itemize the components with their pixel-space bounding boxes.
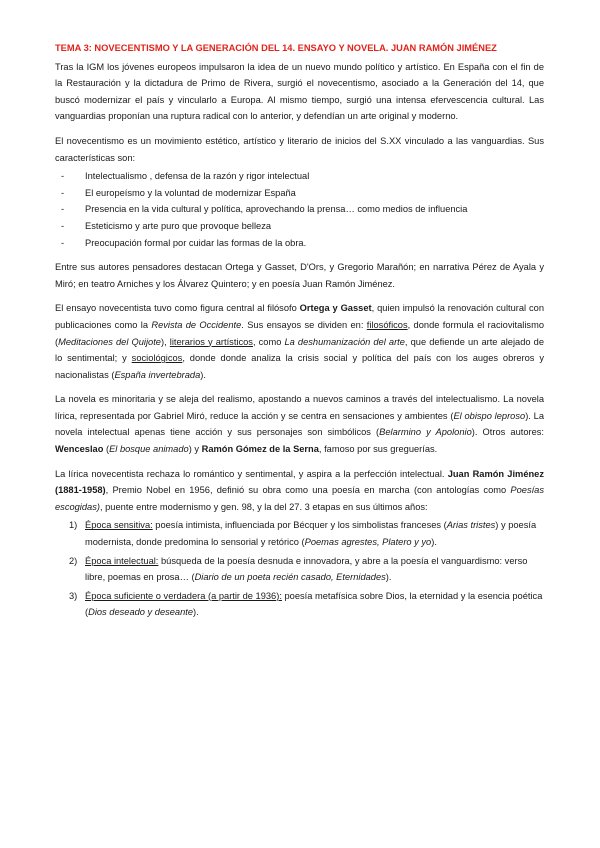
definition-paragraph: El novecentismo es un movimiento estético, artístico y literario de inicios del S.XX vinculado a las vanguardias. Sus características son: bbox=[55, 135, 544, 163]
novel-paragraph: La novela es minoritaria y se aleja del realismo, apostando a nuevos caminos a través del intelectualismo. La novela lírica, representada por Gabriel Miró, reduce la acción y se centra en sensaciones y ambientes (El obispo leproso). La novela intelectual apenas tiene acción y sus personajes son simbólicos (Belarmino y Apolonio). Otros autores: Wenceslao (El bosque animado) y Ramón Gómez de la Serna, famoso por sus greguerías. bbox=[55, 394, 544, 455]
work-title: Revista de Occidente bbox=[151, 319, 242, 330]
list-item: 3) Época suficiente o verdadera (a partir de 1936): poesía metafísica sobre Dios, la eternidad y la esencia poética (Dios deseado y deseante). bbox=[69, 590, 543, 618]
list-item: 2) Época intelectual: búsqueda de la poesía desnuda e innovadora, y abre a la poesía el vanguardismo: verso libre, poemas en prosa… (Diario de un poeta recién casado, Eternidades). bbox=[69, 555, 528, 583]
list-item: - Esteticismo y arte puro que provoque belleza bbox=[55, 218, 544, 235]
work-title: El obispo leproso bbox=[453, 410, 526, 421]
author-name: Wenceslao bbox=[55, 444, 104, 455]
essay-paragraph: El ensayo novecentista tuvo como figura central al filósofo Ortega y Gasset, quien impulsó la renovación cultural con publicaciones como la Revista de Occidente. Sus ensayos se dividen en: filosóficos, donde formula el raciovitalismo (Meditaciones del Quijote), literarios y artísticos, como La deshumanización del arte, que defiende un arte alejado de lo sentimental; y sociológicos, donde donde analiza la crisis social y política del país con los auges obreros y nacionalistas (España invertebrada). bbox=[55, 303, 544, 380]
lyric-paragraph: La lírica novecentista rechaza lo romántico y sentimental, y aspira a la perfección intelectual. Juan Ramón Jiménez (1881-1958), Premio Nobel en 1956, definió su obra como una poesía en marcha (con antologías como Poesías escogidas), puente entre modernismo y gen. 98, y la del 27. 3 etapas en sus últimos años: bbox=[55, 468, 544, 512]
essay-category: filosóficos bbox=[366, 319, 408, 330]
ortega-name: Ortega y Gasset bbox=[299, 303, 372, 314]
document-title: TEMA 3: NOVECENTISMO Y LA GENERACIÓN DEL 14. ENSAYO Y NOVELA. JUAN RAMÓN JIMÉNEZ bbox=[55, 43, 497, 53]
work-title: Poesías escogidas) bbox=[55, 485, 544, 512]
author-name: Ramón Gómez de la Serna bbox=[201, 444, 319, 455]
essay-category: sociológicos bbox=[131, 353, 183, 364]
intro-paragraph: Tras la IGM los jóvenes europeos impulsaron la idea de un nuevo mundo político y artístico. En España con el fin de la Restauración y la dictadura de Primo de Rivera, surgió el novecentismo, asociado a la Generación del 14, que buscó modernizar el país y vincularlo a Europa. Al mismo tiempo, surgió una intensa efervescencia cultural. Las vanguardias proponían una ruptura radical con lo anterior, y defendían un arte original y moderno. bbox=[55, 61, 544, 122]
authors-paragraph: Entre sus autores pensadores destacan Ortega y Gasset, D'Ors, y Gregorio Marañón; en narrativa Pérez de Ayala y Miró; en teatro Arniches y los Álvarez Quintero; y en poesía Juan Ramón Jiménez. bbox=[55, 262, 544, 289]
work-title: Meditaciones del Quijote bbox=[58, 336, 161, 347]
work-title: El bosque animado bbox=[109, 444, 189, 455]
stage-label: Época intelectual: bbox=[85, 555, 159, 566]
work-title: España invertebrada bbox=[114, 369, 201, 380]
essay-category: literarios y artísticos bbox=[169, 336, 253, 347]
list-item: - Presencia en la vida cultural y política, aprovechando la prensa… como medios de influencia bbox=[55, 201, 544, 218]
jrj-name: Juan Ramón Jiménez (1881-1958) bbox=[55, 468, 544, 496]
list-item: - Preocupación formal por cuidar las formas de la obra. bbox=[55, 235, 544, 252]
stage-label: Época sensitiva: bbox=[85, 520, 153, 531]
stages-list bbox=[55, 517, 544, 621]
list-item: 1) Época sensitiva: poesía intimista, influenciada por Bécquer y los simbolistas franceses (Arias tristes) y poesía modernista, donde predomina lo sensorial y retórico (Poemas agrestes, Platero y yo). bbox=[69, 520, 537, 548]
list-item: - Intelectualismo , defensa de la razón y rigor intelectual bbox=[55, 168, 544, 185]
characteristics-list bbox=[55, 168, 544, 251]
work-title: Belarmino y Apolonio bbox=[379, 427, 472, 438]
stage-label: Época suficiente o verdadera (a partir de 1936): bbox=[85, 590, 282, 601]
work-title: La deshumanización del arte bbox=[284, 336, 405, 347]
list-item: - El europeísmo y la voluntad de modernizar España bbox=[55, 185, 544, 202]
